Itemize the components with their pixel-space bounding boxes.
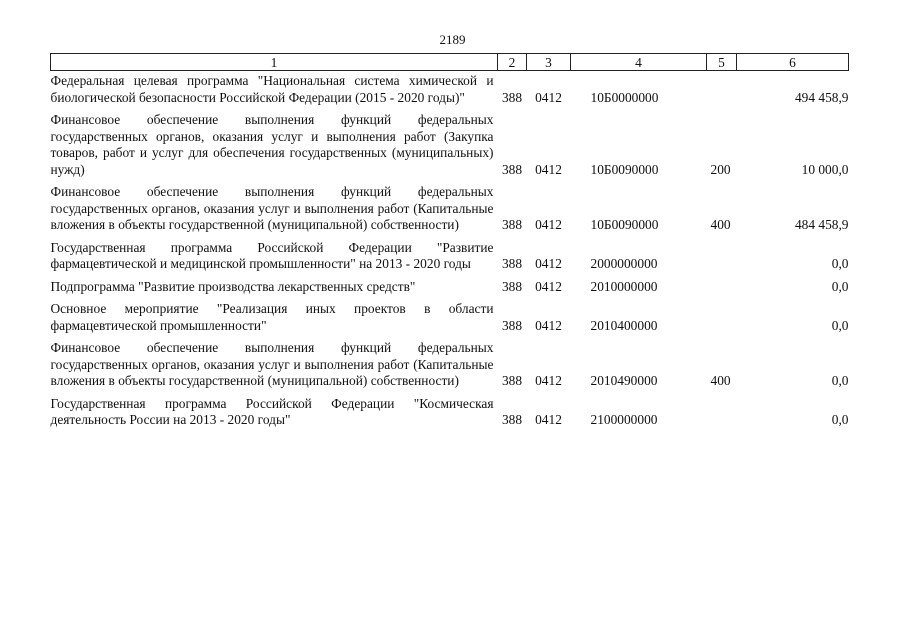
row-col3: 0412 bbox=[535, 256, 562, 271]
row-col3: 0412 bbox=[535, 317, 562, 333]
row-col5 bbox=[707, 390, 737, 429]
header-col-4: 4 bbox=[571, 54, 707, 71]
table-row bbox=[51, 295, 849, 334]
row-col2: 388 bbox=[501, 89, 523, 105]
header-col-5: 5 bbox=[707, 54, 737, 71]
row-col3: 0412 bbox=[535, 412, 562, 427]
row-col2: 388 bbox=[501, 161, 523, 177]
row-col4: 10Б0090000 bbox=[590, 161, 659, 177]
table-row bbox=[51, 273, 849, 296]
budget-table bbox=[50, 53, 849, 429]
row-name: Финансовое обеспечение выполнения функций федеральных государственных органов, оказания услуг и выполнения работ (Капитальные вложения в объекты государственной (муниципальной) собственности) bbox=[50, 340, 494, 388]
row-col3: 0412 bbox=[535, 217, 562, 232]
table-body bbox=[51, 71, 849, 429]
table-row bbox=[51, 71, 849, 107]
row-col5 bbox=[707, 295, 737, 334]
row-col2: 388 bbox=[501, 217, 523, 232]
row-col5: 400 bbox=[710, 373, 731, 388]
row-col6: 0,0 bbox=[831, 278, 849, 294]
header-col-1: 1 bbox=[51, 54, 498, 71]
header-col-6: 6 bbox=[737, 54, 849, 71]
row-col5 bbox=[707, 234, 737, 273]
header-row bbox=[51, 54, 849, 71]
row-col4: 2010490000 bbox=[590, 373, 658, 388]
row-col6: 10 000,0 bbox=[801, 161, 849, 177]
table-row bbox=[51, 334, 849, 390]
row-col3: 0412 bbox=[535, 89, 562, 105]
row-name: Основное мероприятие "Реализация иных проектов в области фармацевтической промышленности" bbox=[50, 301, 494, 333]
row-col5 bbox=[707, 71, 737, 107]
row-col2: 388 bbox=[501, 317, 523, 333]
row-col6: 0,0 bbox=[831, 412, 849, 427]
row-col4: 2010000000 bbox=[590, 278, 658, 294]
row-col4: 10Б0090000 bbox=[590, 217, 659, 232]
row-col6: 494 458,9 bbox=[794, 89, 849, 105]
row-col4: 2010400000 bbox=[590, 317, 658, 333]
row-col5 bbox=[707, 273, 737, 296]
table-header bbox=[51, 54, 849, 71]
row-col2: 388 bbox=[501, 278, 523, 294]
header-col-2: 2 bbox=[498, 54, 527, 71]
row-col2: 388 bbox=[501, 373, 523, 388]
row-col4: 2100000000 bbox=[590, 412, 658, 427]
table-row bbox=[51, 234, 849, 273]
row-col3: 0412 bbox=[535, 373, 562, 388]
row-col6: 0,0 bbox=[831, 317, 849, 333]
row-col6: 484 458,9 bbox=[794, 217, 849, 232]
row-col3: 0412 bbox=[535, 278, 562, 294]
row-name: Государственная программа Российской Федерации "Космическая деятельность России на 2013 - 2020 годы" bbox=[50, 395, 494, 427]
page-number: 2189 bbox=[439, 32, 466, 47]
table-row bbox=[51, 390, 849, 429]
row-col3: 0412 bbox=[535, 161, 562, 177]
row-col4: 2000000000 bbox=[590, 256, 658, 271]
table-row bbox=[51, 106, 849, 178]
row-col5: 400 bbox=[710, 217, 731, 232]
row-col6: 0,0 bbox=[831, 373, 849, 388]
row-name: Федеральная целевая программа "Национальная система химической и биологической безопасности Российской Федерации (2015 - 2020 годы)" bbox=[50, 73, 494, 105]
table-row bbox=[51, 178, 849, 234]
row-name: Подпрограмма "Развитие производства лекарственных средств" bbox=[50, 278, 416, 294]
row-col2: 388 bbox=[501, 412, 523, 427]
header-col-3: 3 bbox=[527, 54, 571, 71]
row-name: Финансовое обеспечение выполнения функций федеральных государственных органов, оказания услуг и выполнения работ (Капитальные вложения в объекты государственной (муниципальной) собственности) bbox=[50, 184, 494, 232]
row-name: Государственная программа Российской Федерации "Развитие фармацевтической и медицинской промышленности" на 2013 - 2020 годы bbox=[50, 239, 494, 271]
row-name: Финансовое обеспечение выполнения функций федеральных государственных органов, оказания услуг и выполнения работ (Закупка товаров, работ и услуг для обеспечения государственных (муниципальных) нужд) bbox=[50, 112, 494, 177]
row-col5: 200 bbox=[710, 161, 731, 177]
row-col4: 10Б0000000 bbox=[590, 89, 659, 105]
row-col2: 388 bbox=[501, 256, 523, 271]
row-col6: 0,0 bbox=[831, 256, 849, 271]
